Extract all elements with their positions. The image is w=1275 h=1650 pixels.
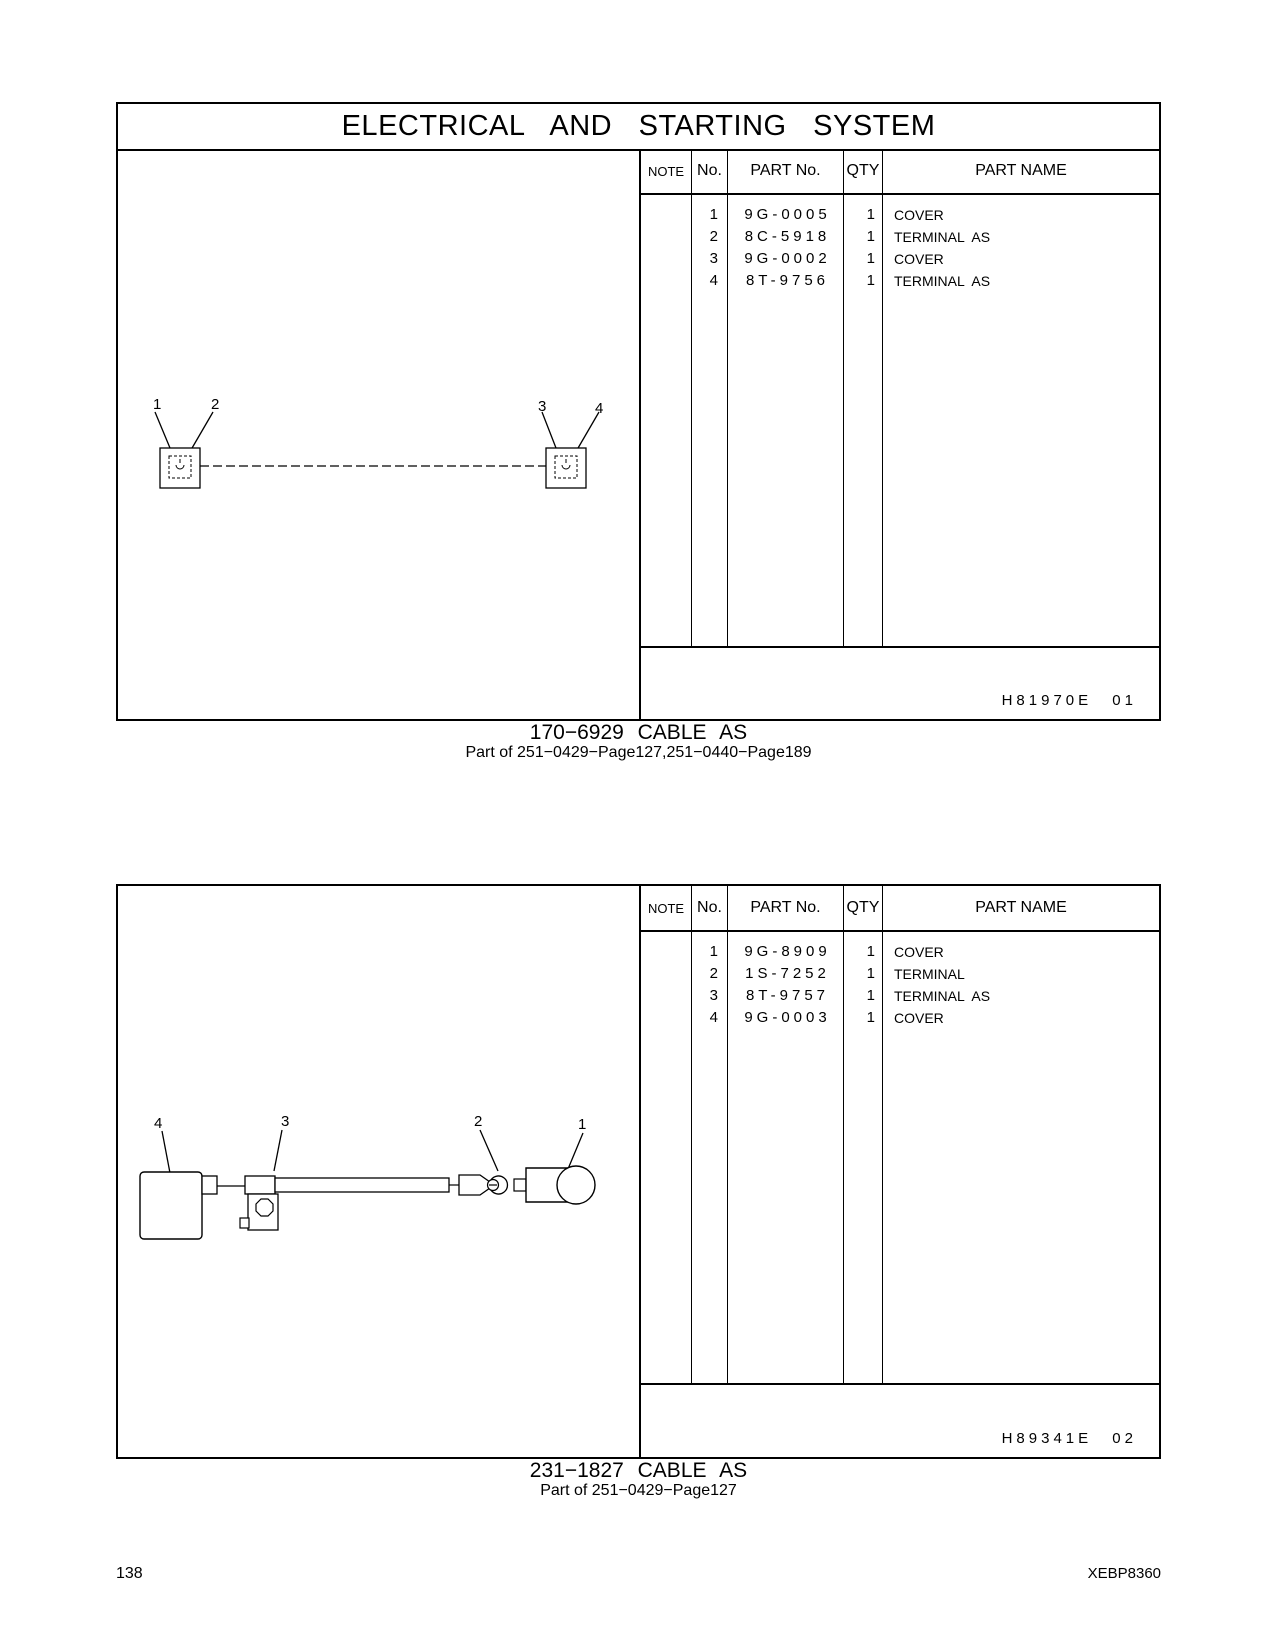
- row-qty: 1: [866, 987, 875, 1004]
- callout-1: 1: [153, 396, 162, 413]
- assembly-caption-2: [116, 1460, 1161, 1500]
- row-part-no: 9G-0003: [744, 1009, 831, 1026]
- callout-2: 2: [211, 396, 220, 413]
- row-part-name: TERMINAL AS: [894, 229, 991, 245]
- row-qty: 1: [866, 272, 875, 289]
- drawing-code: H89341E 02: [1001, 1430, 1137, 1447]
- cable-illustration-1: [118, 149, 639, 721]
- part-no-column: [728, 932, 844, 1383]
- row-no: 4: [709, 272, 718, 289]
- cable-drawing-2: [118, 886, 639, 1457]
- row-part-name: COVER: [894, 207, 944, 223]
- header-no: No.: [692, 149, 728, 193]
- table-body: [641, 932, 1159, 1385]
- row-no: 1: [709, 206, 718, 223]
- row-qty: 1: [866, 206, 875, 223]
- row-no: 4: [709, 1009, 718, 1026]
- part-name-column: [883, 932, 1159, 1383]
- row-part-no: 8T-9757: [745, 987, 830, 1004]
- terminal-clamp: [245, 1176, 275, 1194]
- row-qty: 1: [866, 943, 875, 960]
- assembly-reference: Part of 251−0429−Page127,251−0440−Page189: [465, 744, 812, 761]
- terminal-cover-left: [160, 448, 200, 488]
- row-part-name: TERMINAL: [894, 966, 965, 982]
- row-part-no: 9G-8909: [744, 943, 831, 960]
- header-qty: QTY: [844, 149, 883, 193]
- callout-2: 2: [474, 1113, 483, 1130]
- callout-3: 3: [538, 398, 547, 415]
- row-qty: 1: [866, 250, 875, 267]
- document-code: XEBP8360: [1087, 1565, 1161, 1582]
- assembly-title: 231−1827 CABLE AS: [529, 1459, 748, 1482]
- table-header: [641, 886, 1159, 932]
- page-number: 138: [116, 1565, 143, 1582]
- no-column: [692, 932, 728, 1383]
- page-title: ELECTRICAL AND STARTING SYSTEM: [118, 104, 1159, 151]
- row-part-no: 8C-5918: [744, 228, 831, 245]
- header-note: NOTE: [641, 149, 692, 193]
- row-no: 3: [709, 250, 718, 267]
- terminal-lug: [459, 1175, 507, 1195]
- table-body: [641, 195, 1159, 648]
- callout-4: 4: [154, 1115, 163, 1132]
- header-part-no: PART No.: [728, 886, 844, 930]
- parts-panel-1: [116, 102, 1161, 721]
- table-footer: [641, 645, 1159, 719]
- part-name-column: [883, 195, 1159, 646]
- row-part-name: COVER: [894, 944, 944, 960]
- cable-illustration-2: [118, 886, 639, 1457]
- parts-panel-2: [116, 884, 1161, 1459]
- row-no: 1: [709, 943, 718, 960]
- cable-body: [275, 1178, 449, 1192]
- row-part-name: TERMINAL AS: [894, 273, 991, 289]
- assembly-title: 170−6929 CABLE AS: [529, 721, 748, 744]
- callout-4: 4: [595, 400, 604, 417]
- row-part-name: TERMINAL AS: [894, 988, 991, 1004]
- header-qty: QTY: [844, 886, 883, 930]
- drawing-code: H81970E 01: [1001, 692, 1137, 709]
- row-no: 3: [709, 987, 718, 1004]
- callout-3: 3: [281, 1113, 290, 1130]
- qty-column: [844, 195, 883, 646]
- cover-left: [140, 1172, 202, 1239]
- parts-table-2: [639, 886, 1159, 1457]
- note-column: [641, 932, 692, 1383]
- row-no: 2: [709, 965, 718, 982]
- header-part-name: PART NAME: [975, 162, 1067, 179]
- row-qty: 1: [866, 965, 875, 982]
- header-no: No.: [692, 886, 728, 930]
- row-qty: 1: [866, 1009, 875, 1026]
- terminal-cover-right: [546, 448, 586, 488]
- row-part-name: COVER: [894, 251, 944, 267]
- row-part-name: COVER: [894, 1010, 944, 1026]
- row-part-no: 1S-7252: [745, 965, 830, 982]
- header-note: NOTE: [641, 886, 692, 930]
- row-no: 2: [709, 228, 718, 245]
- assembly-reference: Part of 251−0429−Page127: [540, 1482, 737, 1499]
- part-no-column: [728, 195, 844, 646]
- table-header: [641, 149, 1159, 195]
- parts-table-1: [639, 149, 1159, 719]
- no-column: [692, 195, 728, 646]
- assembly-caption-1: [116, 722, 1161, 762]
- row-qty: 1: [866, 228, 875, 245]
- note-column: [641, 195, 692, 646]
- row-part-no: 8T-9756: [745, 272, 830, 289]
- header-part-name: PART NAME: [975, 899, 1067, 916]
- header-part-no: PART No.: [728, 149, 844, 193]
- table-footer: [641, 1383, 1159, 1457]
- qty-column: [844, 932, 883, 1383]
- row-part-no: 9G-0005: [744, 206, 831, 223]
- callout-1: 1: [578, 1116, 587, 1133]
- row-part-no: 9G-0002: [744, 250, 831, 267]
- cable-drawing-1: [118, 149, 639, 721]
